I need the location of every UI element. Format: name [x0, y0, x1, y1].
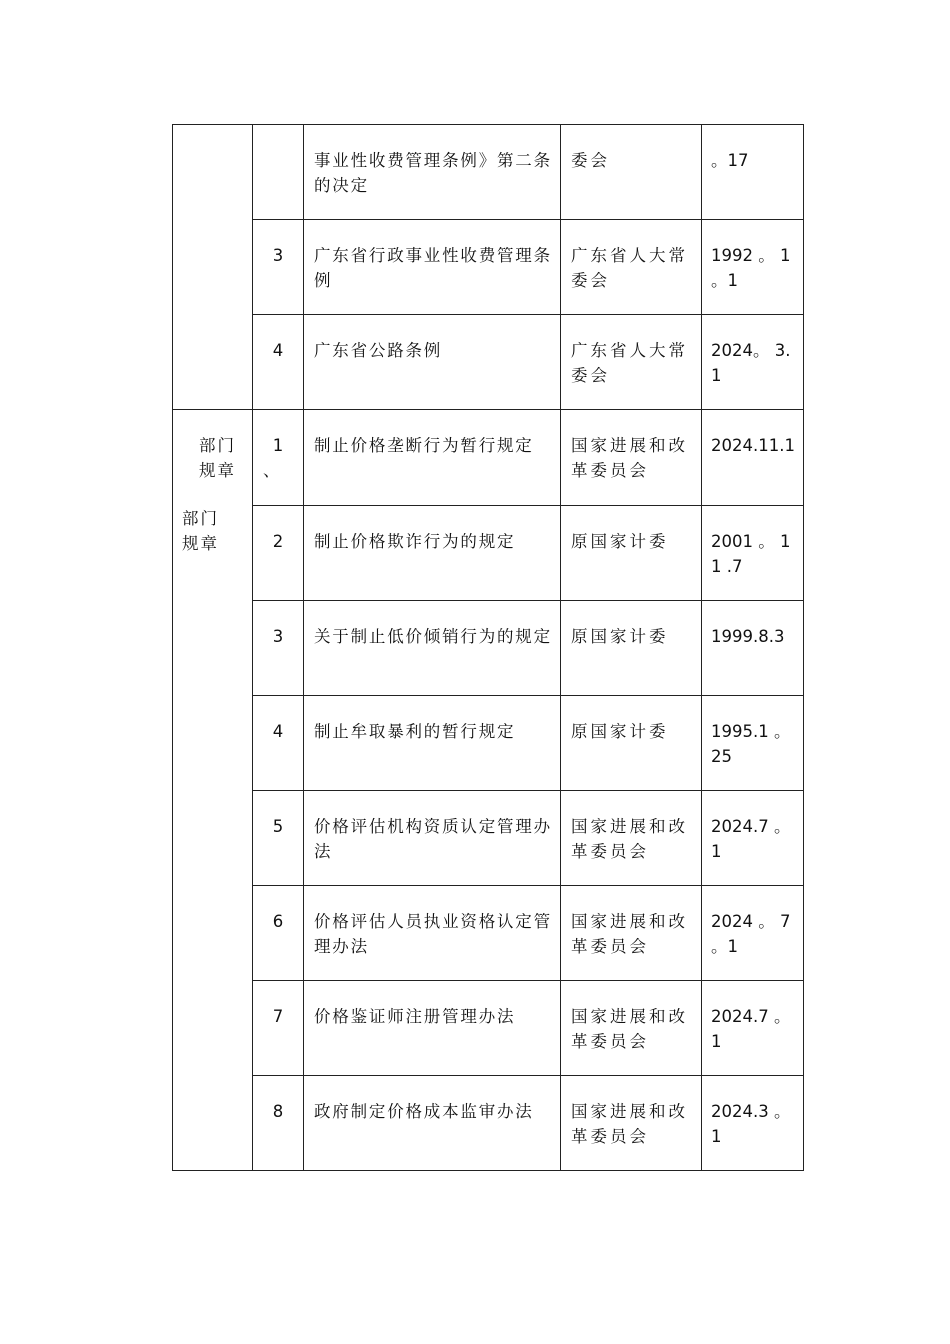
row-number-cell	[253, 696, 304, 791]
category-label: 部门规章	[199, 436, 236, 480]
row-number: 6	[272, 912, 284, 931]
regulation-name-cell	[304, 125, 561, 220]
issuing-body: 广东省人大常委会	[571, 341, 688, 385]
regulation-name: 广东省公路条例	[314, 341, 443, 360]
effective-date: 2024.7 。 1	[711, 817, 791, 861]
row-number-suffix: 、	[263, 461, 280, 480]
date-cell	[702, 886, 804, 981]
date-cell	[702, 601, 804, 696]
row-number: 7	[272, 1007, 284, 1026]
row-number-cell	[253, 220, 304, 315]
issuing-body: 国家进展和改革委员会	[571, 1102, 688, 1146]
issuing-body-cell	[561, 315, 702, 410]
issuing-body-cell	[561, 125, 702, 220]
regulation-name: 价格鉴证师注册管理办法	[314, 1007, 516, 1026]
category-label-duplicate: 部门规章	[182, 509, 219, 553]
date-cell	[702, 981, 804, 1076]
table-row	[173, 220, 804, 315]
row-number: 2	[272, 532, 284, 551]
regulation-name: 价格评估机构资质认定管理办法	[314, 817, 552, 861]
table-row	[173, 696, 804, 791]
row-number-cell	[253, 1076, 304, 1171]
row-number: 1	[272, 436, 284, 455]
table-row	[173, 886, 804, 981]
regulations-table	[172, 124, 804, 1171]
regulation-name: 价格评估人员执业资格认定管理办法	[314, 912, 552, 956]
issuing-body-cell	[561, 886, 702, 981]
row-number-cell	[253, 506, 304, 601]
row-number: 8	[272, 1102, 284, 1121]
effective-date: 2024.11.1	[711, 436, 795, 455]
row-number-cell	[253, 981, 304, 1076]
date-cell	[702, 506, 804, 601]
effective-date: 2024 。 7 。1	[711, 912, 791, 956]
regulation-name: 政府制定价格成本监审办法	[314, 1102, 534, 1121]
table-row	[173, 981, 804, 1076]
row-number-cell	[253, 601, 304, 696]
date-cell	[702, 791, 804, 886]
issuing-body-cell	[561, 981, 702, 1076]
date-cell	[702, 315, 804, 410]
issuing-body: 国家进展和改革委员会	[571, 912, 688, 956]
regulation-name-cell	[304, 696, 561, 791]
row-number-cell	[253, 410, 304, 506]
effective-date: 1992 。 1 。1	[711, 246, 791, 290]
table-row	[173, 410, 804, 506]
effective-date: 2024.7 。 1	[711, 1007, 791, 1051]
issuing-body: 国家进展和改革委员会	[571, 817, 688, 861]
regulation-name-cell	[304, 886, 561, 981]
regulation-name: 关于制止低价倾销行为的规定	[314, 627, 552, 646]
issuing-body-cell	[561, 410, 702, 506]
regulation-name: 制止牟取暴利的暂行规定	[314, 722, 516, 741]
regulation-name-cell	[304, 220, 561, 315]
table-row	[173, 1076, 804, 1171]
issuing-body-cell	[561, 506, 702, 601]
date-cell	[702, 410, 804, 506]
regulation-name: 制止价格欺诈行为的规定	[314, 532, 516, 551]
issuing-body: 原国家计委	[571, 532, 669, 551]
category-cell	[173, 410, 253, 1171]
effective-date: 1999.8.3	[711, 627, 785, 646]
regulation-name-cell	[304, 506, 561, 601]
issuing-body-cell	[561, 220, 702, 315]
effective-date: 2001 。 11 .7	[711, 532, 791, 576]
row-number: 4	[272, 722, 284, 741]
regulation-name: 制止价格垄断行为暂行规定	[314, 436, 534, 455]
issuing-body-cell	[561, 601, 702, 696]
category-cell-empty	[173, 125, 253, 410]
effective-date: 1995.1 。 25	[711, 722, 791, 766]
row-number: 3	[272, 627, 284, 646]
regulation-name-cell	[304, 601, 561, 696]
date-cell	[702, 696, 804, 791]
issuing-body: 广东省人大常委会	[571, 246, 688, 290]
row-number-cell	[253, 125, 304, 220]
regulation-name-cell	[304, 791, 561, 886]
row-number-cell	[253, 791, 304, 886]
issuing-body: 原国家计委	[571, 722, 669, 741]
row-number: 3	[272, 246, 284, 265]
effective-date: 2024。 3.1	[711, 341, 791, 385]
table-row	[173, 791, 804, 886]
effective-date: 。17	[711, 151, 749, 170]
date-cell	[702, 1076, 804, 1171]
issuing-body-cell	[561, 696, 702, 791]
row-number: 4	[272, 341, 284, 360]
regulation-name-cell	[304, 410, 561, 506]
effective-date: 2024.3 。 1	[711, 1102, 791, 1146]
date-cell	[702, 125, 804, 220]
issuing-body-cell	[561, 791, 702, 886]
regulation-name-cell	[304, 981, 561, 1076]
row-number-cell	[253, 315, 304, 410]
row-number-cell	[253, 886, 304, 981]
regulation-name-cell	[304, 315, 561, 410]
table-row	[173, 601, 804, 696]
table-row	[173, 125, 804, 220]
issuing-body: 国家进展和改革委员会	[571, 1007, 688, 1051]
issuing-body: 委会	[571, 151, 610, 170]
date-cell	[702, 220, 804, 315]
regulation-name: 事业性收费管理条例》第二条的决定	[314, 151, 552, 195]
issuing-body: 国家进展和改革委员会	[571, 436, 688, 480]
table-row	[173, 506, 804, 601]
table-row	[173, 315, 804, 410]
issuing-body-cell	[561, 1076, 702, 1171]
regulation-name-cell	[304, 1076, 561, 1171]
row-number: 5	[272, 817, 284, 836]
issuing-body: 原国家计委	[571, 627, 669, 646]
regulation-name: 广东省行政事业性收费管理条例	[314, 246, 552, 290]
